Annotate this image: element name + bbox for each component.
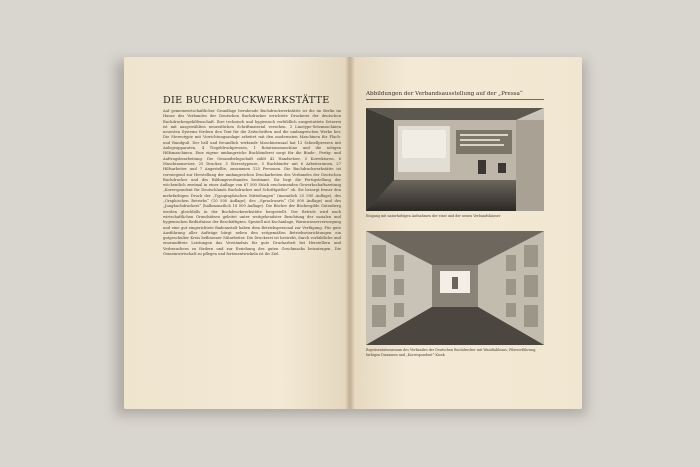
book-gutter: [345, 57, 355, 409]
representation-room-photo: [366, 231, 544, 345]
entrance-photo-caption: Eingang mit naturfarbigen Aufnahmen der einst und der neuen Verbandshäuser: [366, 214, 501, 218]
left-page-body-text: Auf gemeinwirtschaftlicher Grundlage beruhende Buchdruckwerkstätte ist die im Berlin im Hause des Verbandes der Deutschen Buchdrucker errichtete Druckerei der deutschen Buchdruckergehilfenschaft. Ihre technisch und hygienisch vorbildlich ausgestattete Setzerei ist mit ausgewählten neuzeitlichen Schriftmaterial versehen. 3 Linotype-Setzmaschinen neuesten Systems fördern den Text für die Zeitschriften und die umfangreichen Werke her. Die Stereotypie mit Vorrichtungsanlage arbeitet mit den modernsten Maschinen für Flach- und Rundguß. Der hell und freundlich wirkende Maschinensaal hat 12 Schnellpressen mit Anlegeapparaten, 4 Tiegeldruckpressen, 1 Rotationsmaschine und die nötigen Hilfsmaschinen. Eine eigene umfangreiche Buchbinderei sorgt für die Binde-, Fertig- und Auftragsbearbeitung. Die Gesamtbelegschaft zählt 42 Handsetzer, 5 Korrektoren, 6 Maschinensetzer, 25 Drucker, 3 Stereotypeure, 5 Buchbinder mit 6 Arbeiterinnen, 27 Hilfsarbeiter und 7 Angestellte, zusammen 125 Personen. Die Buchdruckwerkstätte ist vorwiegend zur Herstellung der umfangreichen Druckarbeiten des Verbandes der Deutschen Buchdrucker und des Bildungsverbandes bestimmt. Ihr liegt die Fertigstellung der wöchentlich zweimal in einer Auflage von 67 500 Stück erscheinenden Gewerkschaftszeitung „Korrespondent für Deutschlands Buchdrucker und Schriftgießer“ ob. Sie besorgt ferner den mehrfarbigen Druck der „Typographischen Mitteilungen“ (monatlich 25 500 Auflage), des „Graphischen Betriebs“ (10 500 Auflage), des „Sprachwarts“ (16 000 Auflage) und des „Jungbuchdruckers“ (halbmonatlich 18 000 Auflage). Die Bücher der Büchergilde Gutenberg werden gleichfalls in der Buchdruckwerkstätte hergestellt. Der Betrieb wird nach wirtschaftlichen Grundsätzen geleitet unter weitgehendster Beachtung der sozialen und hygienischen Bedürfnisse der Beschäftigten. Speziell mit Kochanlage, Warmwasserversorgung und eine gut eingerichtete Badeanstalt haben dem Betriebspersonal zur Verfügung. Für gute Ausführung aller Aufträge bürgt neben den zeitgemäßen Betriebseinrichtungen ein gutgeschulter Kreis beflissener Mitarbeiter. Die Druckerei ist bestrebt, durch vorbildliche und einwandfreie Leistungen das Verständnis für gute Druckarbeit bei Herstellern und Verbrauchern zu fördern und zur Erziehung des guten Geschmacks beizutragen. Die Gemeinwirtschaft zu pflegen und fortzuentwickeln ist ihr Ziel.: [163, 109, 341, 257]
left-page-title: DIE BUCHDRUCKWERKSTÄTTE: [163, 95, 330, 106]
right-page-title: Abbildungen der Verbandsausstellung auf der „Pressa“: [366, 91, 544, 100]
exhibition-entrance-photo: [366, 108, 544, 211]
representation-room-caption: Repräsentationsraum des Verbandes der Deutschen Buchdrucker mit Wandtableaus, Filmvorführung, farbigen Diaramen und „Korrespondent“-Kiosk: [366, 348, 537, 357]
